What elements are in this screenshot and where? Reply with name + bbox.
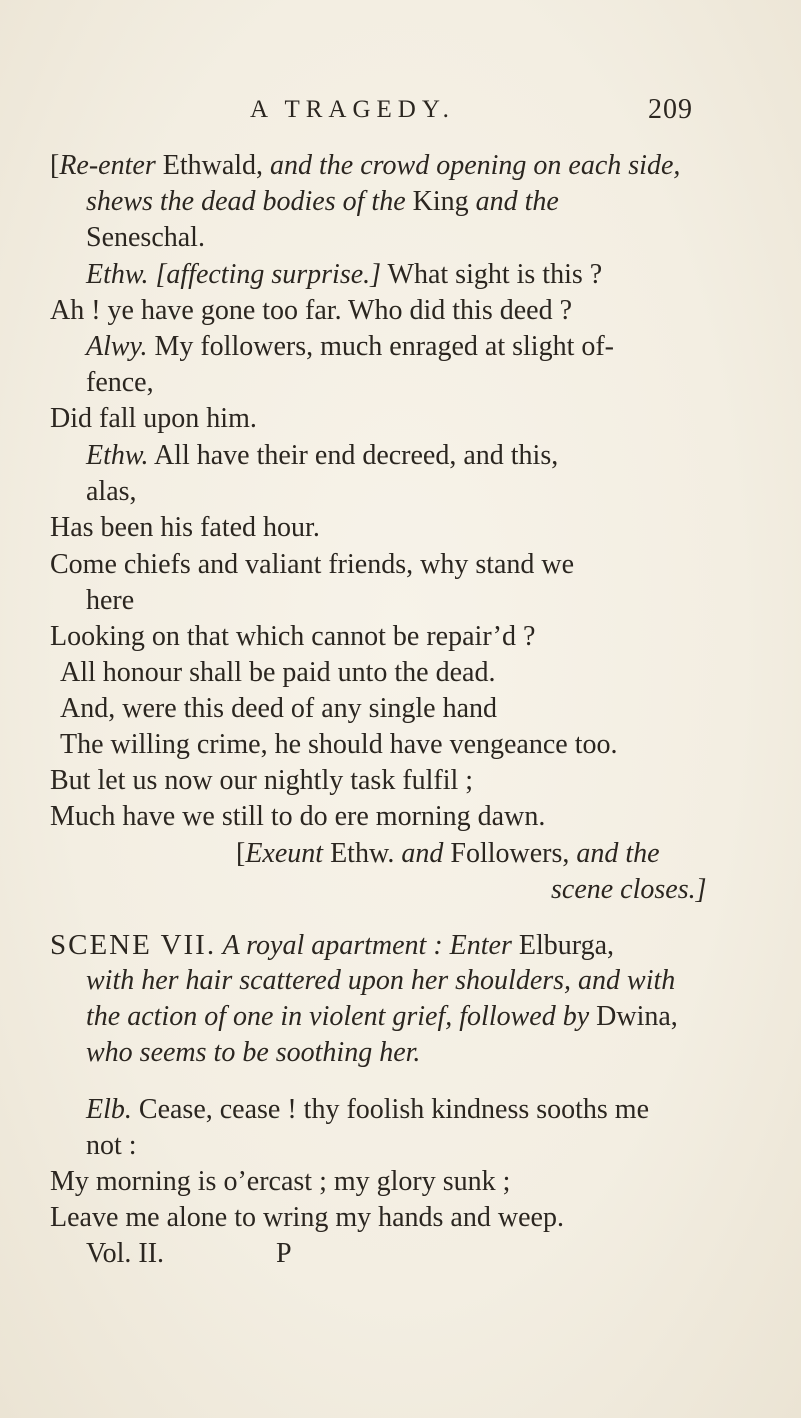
- stage-direction-text: [affecting surprise.]: [148, 259, 382, 290]
- verse-line: [86, 367, 154, 399]
- stage-direction-line: [236, 838, 660, 870]
- verse-line: [50, 512, 320, 544]
- verse-line: [60, 693, 497, 725]
- verse-text: Come chiefs and valiant friends, why stand we: [50, 549, 575, 580]
- character-name: King: [412, 186, 469, 217]
- speaker-name: Ethw.: [86, 440, 149, 471]
- verse-line: [50, 1202, 564, 1234]
- verse-text: Ah ! ye have gone too far. Who did this deed ?: [50, 295, 573, 326]
- verse-line: [60, 657, 495, 689]
- character-name: Ethw.: [323, 838, 395, 869]
- stage-direction-text: A royal apartment : Enter: [216, 930, 512, 961]
- verse-text: Leave me alone to wring my hands and weep.: [50, 1202, 564, 1233]
- volume-label: Vol. II.: [86, 1238, 165, 1269]
- verse-line: [50, 621, 535, 653]
- speaker-name: Ethw.: [86, 259, 149, 290]
- verse-text: Has been his fated hour.: [50, 512, 320, 543]
- verse-text: What sight is this ?: [381, 259, 603, 290]
- bracket: [: [236, 838, 246, 869]
- speaker-name: Elb.: [86, 1094, 132, 1125]
- stage-direction-text: shews the dead bodies of the: [86, 186, 413, 217]
- verse-text: Looking on that which cannot be repair’d ?: [50, 621, 536, 652]
- verse-text: My morning is o’ercast ; my glory sunk ;: [50, 1166, 511, 1197]
- character-name: Followers,: [443, 838, 570, 869]
- character-name: Seneschal.: [86, 222, 205, 253]
- verse-line: [50, 765, 473, 797]
- verse-text: alas,: [86, 476, 137, 507]
- dialogue-line: [86, 1094, 649, 1126]
- stage-direction-text: with her hair scattered upon her shoulders, and with: [86, 965, 676, 996]
- stage-direction-line: [86, 222, 205, 254]
- verse-text: not :: [86, 1130, 137, 1161]
- stage-direction-text: the action of one in violent grief, followed by: [86, 1001, 590, 1032]
- signature-mark: P: [276, 1238, 292, 1269]
- verse-text: Much have we still to do ere morning dawn.: [50, 801, 546, 832]
- verse-text: The willing crime, he should have vengeance too.: [60, 729, 618, 760]
- page-header: [0, 96, 801, 136]
- dialogue-line: [86, 440, 558, 472]
- verse-text: Did fall upon him.: [50, 403, 257, 434]
- verse-line: [50, 295, 572, 327]
- stage-direction-text: and the: [569, 838, 660, 869]
- verse-line: [86, 476, 137, 508]
- stage-direction-text: scene closes.]: [551, 874, 707, 905]
- stage-direction-line: [551, 874, 707, 906]
- page-footer: [86, 1238, 164, 1270]
- stage-direction-line: [86, 186, 559, 218]
- stage-direction-line: [86, 965, 675, 997]
- verse-line: [50, 403, 257, 435]
- running-head: A TRAGEDY.: [250, 96, 455, 123]
- character-name: Elburga,: [511, 930, 615, 961]
- verse-line: [50, 549, 574, 581]
- verse-text: But let us now our nightly task fulfil ;: [50, 765, 474, 796]
- stage-direction-line: [86, 1001, 678, 1033]
- scene-heading-line: [50, 929, 614, 962]
- stage-direction-text: and the crowd opening on each side,: [263, 150, 681, 181]
- page-number: 209: [648, 94, 693, 125]
- scene-heading: SCENE VII.: [50, 929, 217, 961]
- character-name: Dwina,: [589, 1001, 678, 1032]
- stage-direction-verb: Exeunt: [245, 838, 324, 869]
- verse-text: All have their end decreed, and this,: [148, 440, 559, 471]
- verse-text: And, were this deed of any single hand: [60, 693, 497, 724]
- verse-text: Cease, cease ! thy foolish kindness sooths me: [131, 1094, 650, 1125]
- verse-line: [86, 1130, 137, 1162]
- dialogue-line: [86, 331, 614, 363]
- verse-line: [50, 801, 545, 833]
- dialogue-line: [86, 259, 602, 291]
- verse-text: All honour shall be paid unto the dead.: [60, 657, 496, 688]
- stage-direction-line: [86, 1037, 420, 1069]
- stage-direction-text: and the: [468, 186, 559, 217]
- character-name: Ethwald,: [155, 150, 264, 181]
- verse-line: [60, 729, 617, 761]
- stage-direction-line: [50, 150, 680, 182]
- stage-direction-text: who seems to be soothing her.: [86, 1037, 421, 1068]
- verse-line: [86, 585, 134, 617]
- bracket: [: [50, 150, 60, 181]
- verse-text: fence,: [86, 367, 154, 398]
- stage-direction-verb: Re-enter: [59, 150, 156, 181]
- verse-line: [50, 1166, 510, 1198]
- verse-text: My followers, much enraged at slight of-: [147, 331, 615, 362]
- verse-text: here: [86, 585, 135, 616]
- signature-mark-container: [276, 1238, 292, 1270]
- speaker-name: Alwy.: [86, 331, 148, 362]
- stage-direction-text: and: [394, 838, 444, 869]
